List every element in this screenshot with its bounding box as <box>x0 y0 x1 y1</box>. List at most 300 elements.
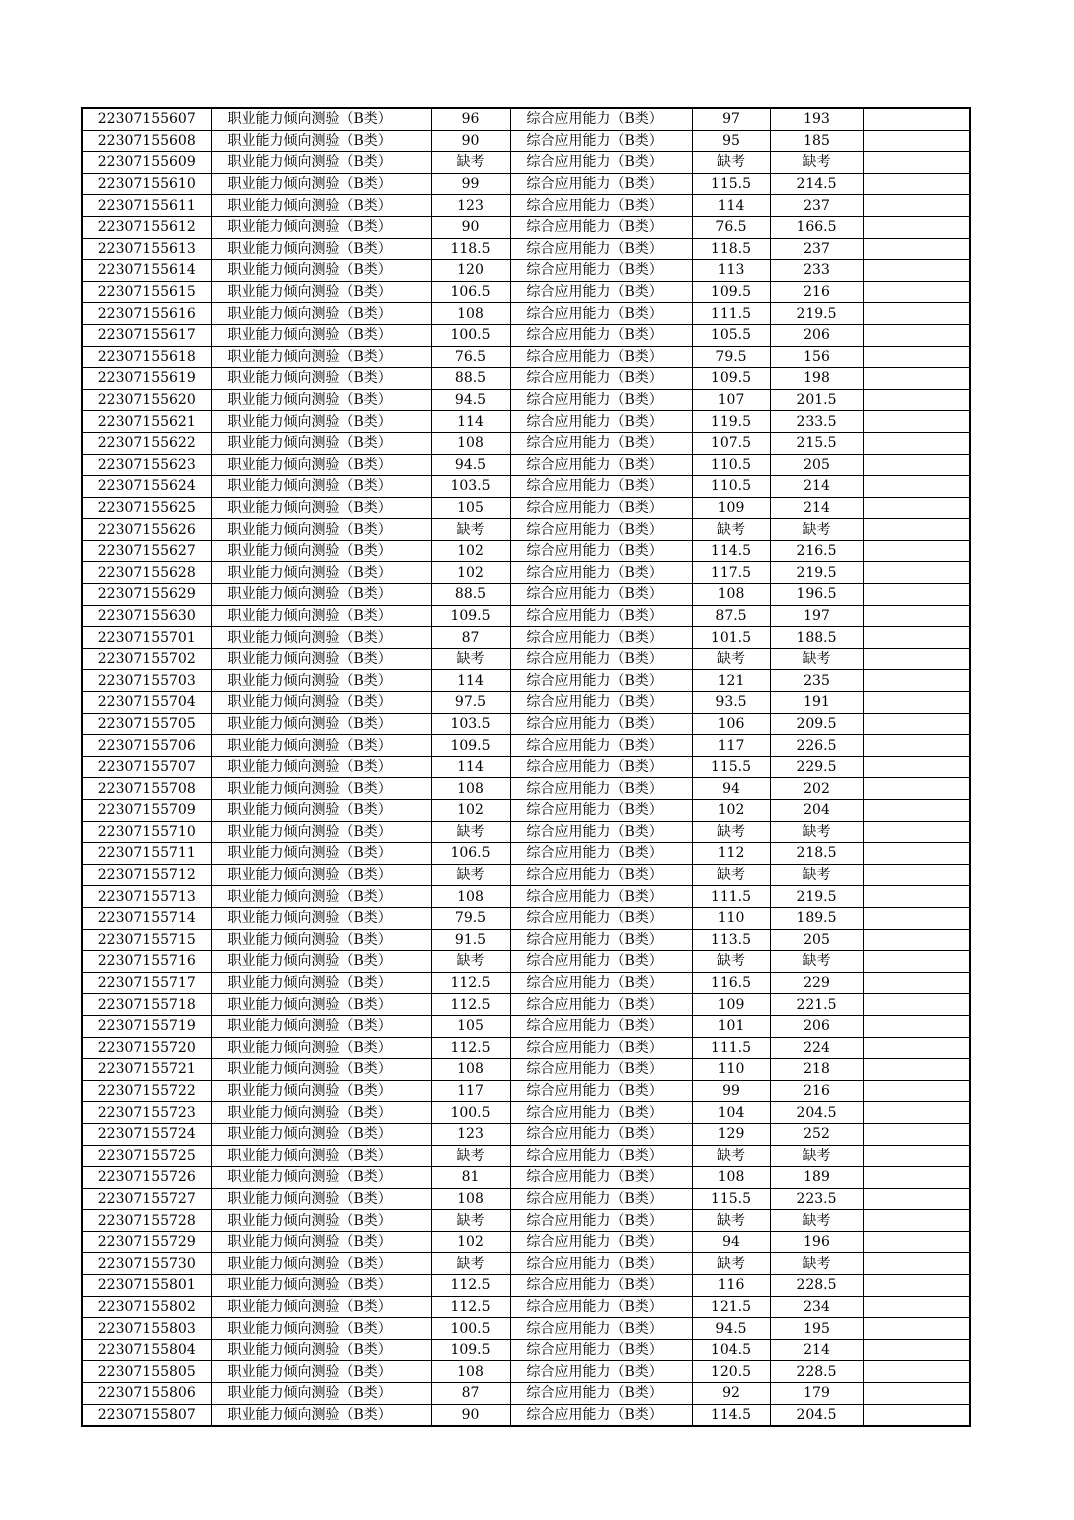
remark-cell <box>863 1167 970 1189</box>
subject-1-cell: 职业能力倾向测验（B类） <box>211 1275 431 1297</box>
score-2-cell: 111.5 <box>692 886 770 908</box>
candidate-id-cell: 22307155709 <box>82 800 211 822</box>
total-score-cell: 缺考 <box>770 951 863 973</box>
subject-1-cell: 职业能力倾向测验（B类） <box>211 216 431 238</box>
total-score-cell: 209.5 <box>770 713 863 735</box>
table-row <box>82 627 970 649</box>
score-2-cell: 115.5 <box>692 756 770 778</box>
subject-2-cell: 综合应用能力（B类） <box>510 216 692 238</box>
candidate-id-cell: 22307155611 <box>82 195 211 217</box>
total-score-cell: 201.5 <box>770 389 863 411</box>
subject-2-cell: 综合应用能力（B类） <box>510 756 692 778</box>
score-1-cell: 87 <box>431 627 510 649</box>
table-row <box>82 1361 970 1383</box>
subject-1-cell: 职业能力倾向测验（B类） <box>211 173 431 195</box>
score-1-cell: 106.5 <box>431 843 510 865</box>
table-row <box>82 260 970 282</box>
total-score-cell: 237 <box>770 238 863 260</box>
subject-1-cell: 职业能力倾向测验（B类） <box>211 713 431 735</box>
score-2-cell: 113.5 <box>692 929 770 951</box>
subject-1-cell: 职业能力倾向测验（B类） <box>211 1231 431 1253</box>
score-1-cell: 120 <box>431 260 510 282</box>
score-2-cell: 87.5 <box>692 605 770 627</box>
subject-1-cell: 职业能力倾向测验（B类） <box>211 1145 431 1167</box>
subject-1-cell: 职业能力倾向测验（B类） <box>211 1318 431 1340</box>
candidate-id-cell: 22307155626 <box>82 519 211 541</box>
score-2-cell: 120.5 <box>692 1361 770 1383</box>
total-score-cell: 223.5 <box>770 1188 863 1210</box>
table-row <box>82 303 970 325</box>
subject-1-cell: 职业能力倾向测验（B类） <box>211 605 431 627</box>
subject-1-cell: 职业能力倾向测验（B类） <box>211 972 431 994</box>
table-row <box>82 540 970 562</box>
remark-cell <box>863 346 970 368</box>
score-1-cell: 100.5 <box>431 1102 510 1124</box>
remark-cell <box>863 907 970 929</box>
score-1-cell: 114 <box>431 411 510 433</box>
table-row <box>82 584 970 606</box>
remark-cell <box>863 951 970 973</box>
candidate-id-cell: 22307155630 <box>82 605 211 627</box>
table-row <box>82 497 970 519</box>
score-2-cell: 缺考 <box>692 519 770 541</box>
remark-cell <box>863 562 970 584</box>
subject-1-cell: 职业能力倾向测验（B类） <box>211 800 431 822</box>
table-row <box>82 605 970 627</box>
score-1-cell: 112.5 <box>431 1296 510 1318</box>
total-score-cell: 缺考 <box>770 152 863 174</box>
subject-1-cell: 职业能力倾向测验（B类） <box>211 454 431 476</box>
total-score-cell: 196.5 <box>770 584 863 606</box>
table-row <box>82 929 970 951</box>
table-row <box>82 1145 970 1167</box>
total-score-cell: 缺考 <box>770 864 863 886</box>
remark-cell <box>863 324 970 346</box>
table-row <box>82 1210 970 1232</box>
score-2-cell: 95 <box>692 130 770 152</box>
table-row <box>82 994 970 1016</box>
table-row <box>82 864 970 886</box>
remark-cell <box>863 108 970 130</box>
total-score-cell: 166.5 <box>770 216 863 238</box>
table-row <box>82 1231 970 1253</box>
table-row <box>82 1318 970 1340</box>
score-table <box>81 107 971 1427</box>
subject-2-cell: 综合应用能力（B类） <box>510 454 692 476</box>
subject-1-cell: 职业能力倾向测验（B类） <box>211 1015 431 1037</box>
remark-cell <box>863 1145 970 1167</box>
candidate-id-cell: 22307155613 <box>82 238 211 260</box>
remark-cell <box>863 216 970 238</box>
remark-cell <box>863 260 970 282</box>
score-2-cell: 116.5 <box>692 972 770 994</box>
score-2-cell: 109.5 <box>692 281 770 303</box>
score-1-cell: 105 <box>431 1015 510 1037</box>
score-1-cell: 105 <box>431 497 510 519</box>
score-1-cell: 108 <box>431 432 510 454</box>
subject-2-cell: 综合应用能力（B类） <box>510 1080 692 1102</box>
total-score-cell: 233 <box>770 260 863 282</box>
candidate-id-cell: 22307155726 <box>82 1167 211 1189</box>
table-row <box>82 800 970 822</box>
score-2-cell: 缺考 <box>692 648 770 670</box>
subject-2-cell: 综合应用能力（B类） <box>510 735 692 757</box>
candidate-id-cell: 22307155618 <box>82 346 211 368</box>
candidate-id-cell: 22307155801 <box>82 1275 211 1297</box>
total-score-cell: 206 <box>770 1015 863 1037</box>
score-1-cell: 94.5 <box>431 454 510 476</box>
score-1-cell: 112.5 <box>431 972 510 994</box>
table-row <box>82 1188 970 1210</box>
score-2-cell: 117.5 <box>692 562 770 584</box>
score-1-cell: 79.5 <box>431 907 510 929</box>
total-score-cell: 218 <box>770 1059 863 1081</box>
subject-2-cell: 综合应用能力（B类） <box>510 1404 692 1426</box>
table-row <box>82 692 970 714</box>
subject-2-cell: 综合应用能力（B类） <box>510 108 692 130</box>
table-row <box>82 324 970 346</box>
total-score-cell: 229.5 <box>770 756 863 778</box>
table-row <box>82 130 970 152</box>
subject-2-cell: 综合应用能力（B类） <box>510 1383 692 1405</box>
score-1-cell: 缺考 <box>431 821 510 843</box>
score-1-cell: 114 <box>431 756 510 778</box>
score-1-cell: 112.5 <box>431 994 510 1016</box>
remark-cell <box>863 540 970 562</box>
candidate-id-cell: 22307155705 <box>82 713 211 735</box>
total-score-cell: 205 <box>770 929 863 951</box>
score-2-cell: 108 <box>692 584 770 606</box>
subject-1-cell: 职业能力倾向测验（B类） <box>211 907 431 929</box>
remark-cell <box>863 1275 970 1297</box>
score-2-cell: 缺考 <box>692 951 770 973</box>
score-2-cell: 111.5 <box>692 1037 770 1059</box>
subject-1-cell: 职业能力倾向测验（B类） <box>211 368 431 390</box>
table-row <box>82 1015 970 1037</box>
subject-1-cell: 职业能力倾向测验（B类） <box>211 692 431 714</box>
candidate-id-cell: 22307155703 <box>82 670 211 692</box>
subject-2-cell: 综合应用能力（B类） <box>510 540 692 562</box>
subject-2-cell: 综合应用能力（B类） <box>510 1037 692 1059</box>
candidate-id-cell: 22307155712 <box>82 864 211 886</box>
score-2-cell: 109 <box>692 497 770 519</box>
subject-2-cell: 综合应用能力（B类） <box>510 1318 692 1340</box>
subject-1-cell: 职业能力倾向测验（B类） <box>211 1361 431 1383</box>
score-2-cell: 缺考 <box>692 864 770 886</box>
table-row <box>82 1253 970 1275</box>
subject-2-cell: 综合应用能力（B类） <box>510 713 692 735</box>
candidate-id-cell: 22307155620 <box>82 389 211 411</box>
remark-cell <box>863 1404 970 1426</box>
subject-1-cell: 职业能力倾向测验（B类） <box>211 152 431 174</box>
score-2-cell: 107 <box>692 389 770 411</box>
score-1-cell: 缺考 <box>431 1253 510 1275</box>
score-1-cell: 缺考 <box>431 1145 510 1167</box>
subject-1-cell: 职业能力倾向测验（B类） <box>211 1080 431 1102</box>
subject-1-cell: 职业能力倾向测验（B类） <box>211 303 431 325</box>
subject-2-cell: 综合应用能力（B类） <box>510 497 692 519</box>
remark-cell <box>863 605 970 627</box>
candidate-id-cell: 22307155622 <box>82 432 211 454</box>
subject-2-cell: 综合应用能力（B类） <box>510 195 692 217</box>
remark-cell <box>863 411 970 433</box>
table-row <box>82 886 970 908</box>
subject-2-cell: 综合应用能力（B类） <box>510 843 692 865</box>
score-2-cell: 104 <box>692 1102 770 1124</box>
remark-cell <box>863 1231 970 1253</box>
score-2-cell: 106 <box>692 713 770 735</box>
subject-2-cell: 综合应用能力（B类） <box>510 476 692 498</box>
remark-cell <box>863 627 970 649</box>
total-score-cell: 218.5 <box>770 843 863 865</box>
subject-2-cell: 综合应用能力（B类） <box>510 584 692 606</box>
score-1-cell: 109.5 <box>431 605 510 627</box>
score-1-cell: 91.5 <box>431 929 510 951</box>
subject-1-cell: 职业能力倾向测验（B类） <box>211 886 431 908</box>
score-1-cell: 87 <box>431 1383 510 1405</box>
candidate-id-cell: 22307155614 <box>82 260 211 282</box>
candidate-id-cell: 22307155706 <box>82 735 211 757</box>
subject-2-cell: 综合应用能力（B类） <box>510 605 692 627</box>
total-score-cell: 缺考 <box>770 1210 863 1232</box>
total-score-cell: 缺考 <box>770 1145 863 1167</box>
score-2-cell: 缺考 <box>692 1210 770 1232</box>
candidate-id-cell: 22307155623 <box>82 454 211 476</box>
remark-cell <box>863 584 970 606</box>
score-1-cell: 76.5 <box>431 346 510 368</box>
table-row <box>82 821 970 843</box>
table-row <box>82 648 970 670</box>
remark-cell <box>863 1102 970 1124</box>
candidate-id-cell: 22307155702 <box>82 648 211 670</box>
score-1-cell: 100.5 <box>431 324 510 346</box>
score-2-cell: 121.5 <box>692 1296 770 1318</box>
subject-1-cell: 职业能力倾向测验（B类） <box>211 994 431 1016</box>
subject-2-cell: 综合应用能力（B类） <box>510 1210 692 1232</box>
subject-2-cell: 综合应用能力（B类） <box>510 1253 692 1275</box>
total-score-cell: 214 <box>770 476 863 498</box>
subject-2-cell: 综合应用能力（B类） <box>510 907 692 929</box>
score-1-cell: 117 <box>431 1080 510 1102</box>
remark-cell <box>863 454 970 476</box>
subject-2-cell: 综合应用能力（B类） <box>510 1296 692 1318</box>
score-1-cell: 109.5 <box>431 735 510 757</box>
remark-cell <box>863 735 970 757</box>
score-1-cell: 90 <box>431 130 510 152</box>
score-2-cell: 107.5 <box>692 432 770 454</box>
remark-cell <box>863 800 970 822</box>
total-score-cell: 204 <box>770 800 863 822</box>
subject-1-cell: 职业能力倾向测验（B类） <box>211 476 431 498</box>
total-score-cell: 189.5 <box>770 907 863 929</box>
total-score-cell: 219.5 <box>770 303 863 325</box>
candidate-id-cell: 22307155617 <box>82 324 211 346</box>
subject-2-cell: 综合应用能力（B类） <box>510 346 692 368</box>
table-row <box>82 238 970 260</box>
total-score-cell: 219.5 <box>770 562 863 584</box>
remark-cell <box>863 1210 970 1232</box>
subject-2-cell: 综合应用能力（B类） <box>510 994 692 1016</box>
table-row <box>82 713 970 735</box>
candidate-id-cell: 22307155610 <box>82 173 211 195</box>
subject-2-cell: 综合应用能力（B类） <box>510 303 692 325</box>
candidate-id-cell: 22307155701 <box>82 627 211 649</box>
total-score-cell: 216 <box>770 281 863 303</box>
remark-cell <box>863 195 970 217</box>
score-2-cell: 102 <box>692 800 770 822</box>
score-1-cell: 100.5 <box>431 1318 510 1340</box>
score-1-cell: 缺考 <box>431 648 510 670</box>
score-2-cell: 93.5 <box>692 692 770 714</box>
score-2-cell: 119.5 <box>692 411 770 433</box>
score-2-cell: 99 <box>692 1080 770 1102</box>
total-score-cell: 224 <box>770 1037 863 1059</box>
candidate-id-cell: 22307155728 <box>82 1210 211 1232</box>
subject-2-cell: 综合应用能力（B类） <box>510 692 692 714</box>
subject-2-cell: 综合应用能力（B类） <box>510 929 692 951</box>
score-2-cell: 101.5 <box>692 627 770 649</box>
total-score-cell: 233.5 <box>770 411 863 433</box>
candidate-id-cell: 22307155716 <box>82 951 211 973</box>
table-row <box>82 1123 970 1145</box>
subject-1-cell: 职业能力倾向测验（B类） <box>211 1123 431 1145</box>
score-2-cell: 104.5 <box>692 1339 770 1361</box>
total-score-cell: 191 <box>770 692 863 714</box>
subject-2-cell: 综合应用能力（B类） <box>510 1361 692 1383</box>
table-row <box>82 519 970 541</box>
table-row <box>82 1339 970 1361</box>
subject-1-cell: 职业能力倾向测验（B类） <box>211 411 431 433</box>
remark-cell <box>863 303 970 325</box>
subject-2-cell: 综合应用能力（B类） <box>510 1102 692 1124</box>
score-1-cell: 123 <box>431 195 510 217</box>
score-2-cell: 109.5 <box>692 368 770 390</box>
table-row <box>82 432 970 454</box>
remark-cell <box>863 1080 970 1102</box>
subject-1-cell: 职业能力倾向测验（B类） <box>211 1404 431 1426</box>
subject-2-cell: 综合应用能力（B类） <box>510 951 692 973</box>
score-2-cell: 76.5 <box>692 216 770 238</box>
remark-cell <box>863 1318 970 1340</box>
score-2-cell: 79.5 <box>692 346 770 368</box>
score-2-cell: 109 <box>692 994 770 1016</box>
score-1-cell: 97.5 <box>431 692 510 714</box>
total-score-cell: 202 <box>770 778 863 800</box>
candidate-id-cell: 22307155722 <box>82 1080 211 1102</box>
total-score-cell: 216 <box>770 1080 863 1102</box>
table-row <box>82 1383 970 1405</box>
score-2-cell: 97 <box>692 108 770 130</box>
candidate-id-cell: 22307155627 <box>82 540 211 562</box>
candidate-id-cell: 22307155718 <box>82 994 211 1016</box>
score-1-cell: 108 <box>431 303 510 325</box>
score-1-cell: 108 <box>431 886 510 908</box>
table-row <box>82 281 970 303</box>
subject-1-cell: 职业能力倾向测验（B类） <box>211 735 431 757</box>
subject-2-cell: 综合应用能力（B类） <box>510 648 692 670</box>
table-row <box>82 108 970 130</box>
subject-2-cell: 综合应用能力（B类） <box>510 1145 692 1167</box>
remark-cell <box>863 821 970 843</box>
total-score-cell: 189 <box>770 1167 863 1189</box>
subject-1-cell: 职业能力倾向测验（B类） <box>211 951 431 973</box>
remark-cell <box>863 1339 970 1361</box>
candidate-id-cell: 22307155624 <box>82 476 211 498</box>
candidate-id-cell: 22307155704 <box>82 692 211 714</box>
score-2-cell: 94 <box>692 778 770 800</box>
remark-cell <box>863 713 970 735</box>
total-score-cell: 215.5 <box>770 432 863 454</box>
table-row <box>82 670 970 692</box>
candidate-id-cell: 22307155807 <box>82 1404 211 1426</box>
candidate-id-cell: 22307155616 <box>82 303 211 325</box>
candidate-id-cell: 22307155720 <box>82 1037 211 1059</box>
candidate-id-cell: 22307155628 <box>82 562 211 584</box>
candidate-id-cell: 22307155608 <box>82 130 211 152</box>
score-1-cell: 102 <box>431 540 510 562</box>
candidate-id-cell: 22307155619 <box>82 368 211 390</box>
subject-2-cell: 综合应用能力（B类） <box>510 886 692 908</box>
remark-cell <box>863 1059 970 1081</box>
score-2-cell: 112 <box>692 843 770 865</box>
table-row <box>82 389 970 411</box>
subject-1-cell: 职业能力倾向测验（B类） <box>211 843 431 865</box>
score-2-cell: 110 <box>692 907 770 929</box>
remark-cell <box>863 130 970 152</box>
candidate-id-cell: 22307155710 <box>82 821 211 843</box>
score-2-cell: 113 <box>692 260 770 282</box>
subject-1-cell: 职业能力倾向测验（B类） <box>211 540 431 562</box>
candidate-id-cell: 22307155721 <box>82 1059 211 1081</box>
table-row <box>82 951 970 973</box>
total-score-cell: 205 <box>770 454 863 476</box>
score-2-cell: 110.5 <box>692 476 770 498</box>
remark-cell <box>863 864 970 886</box>
score-2-cell: 114 <box>692 195 770 217</box>
score-1-cell: 102 <box>431 1231 510 1253</box>
score-1-cell: 缺考 <box>431 152 510 174</box>
candidate-id-cell: 22307155713 <box>82 886 211 908</box>
total-score-cell: 237 <box>770 195 863 217</box>
score-1-cell: 109.5 <box>431 1339 510 1361</box>
remark-cell <box>863 1361 970 1383</box>
total-score-cell: 缺考 <box>770 648 863 670</box>
score-2-cell: 108 <box>692 1167 770 1189</box>
subject-1-cell: 职业能力倾向测验（B类） <box>211 929 431 951</box>
subject-1-cell: 职业能力倾向测验（B类） <box>211 1102 431 1124</box>
table-row <box>82 1037 970 1059</box>
candidate-id-cell: 22307155607 <box>82 108 211 130</box>
subject-2-cell: 综合应用能力（B类） <box>510 1015 692 1037</box>
remark-cell <box>863 756 970 778</box>
candidate-id-cell: 22307155621 <box>82 411 211 433</box>
score-2-cell: 缺考 <box>692 1145 770 1167</box>
remark-cell <box>863 1253 970 1275</box>
subject-2-cell: 综合应用能力（B类） <box>510 1123 692 1145</box>
remark-cell <box>863 476 970 498</box>
table-row <box>82 1296 970 1318</box>
total-score-cell: 缺考 <box>770 1253 863 1275</box>
subject-2-cell: 综合应用能力（B类） <box>510 432 692 454</box>
remark-cell <box>863 648 970 670</box>
table-row <box>82 778 970 800</box>
candidate-id-cell: 22307155806 <box>82 1383 211 1405</box>
subject-1-cell: 职业能力倾向测验（B类） <box>211 432 431 454</box>
subject-2-cell: 综合应用能力（B类） <box>510 562 692 584</box>
subject-2-cell: 综合应用能力（B类） <box>510 368 692 390</box>
table-row <box>82 907 970 929</box>
score-2-cell: 118.5 <box>692 238 770 260</box>
